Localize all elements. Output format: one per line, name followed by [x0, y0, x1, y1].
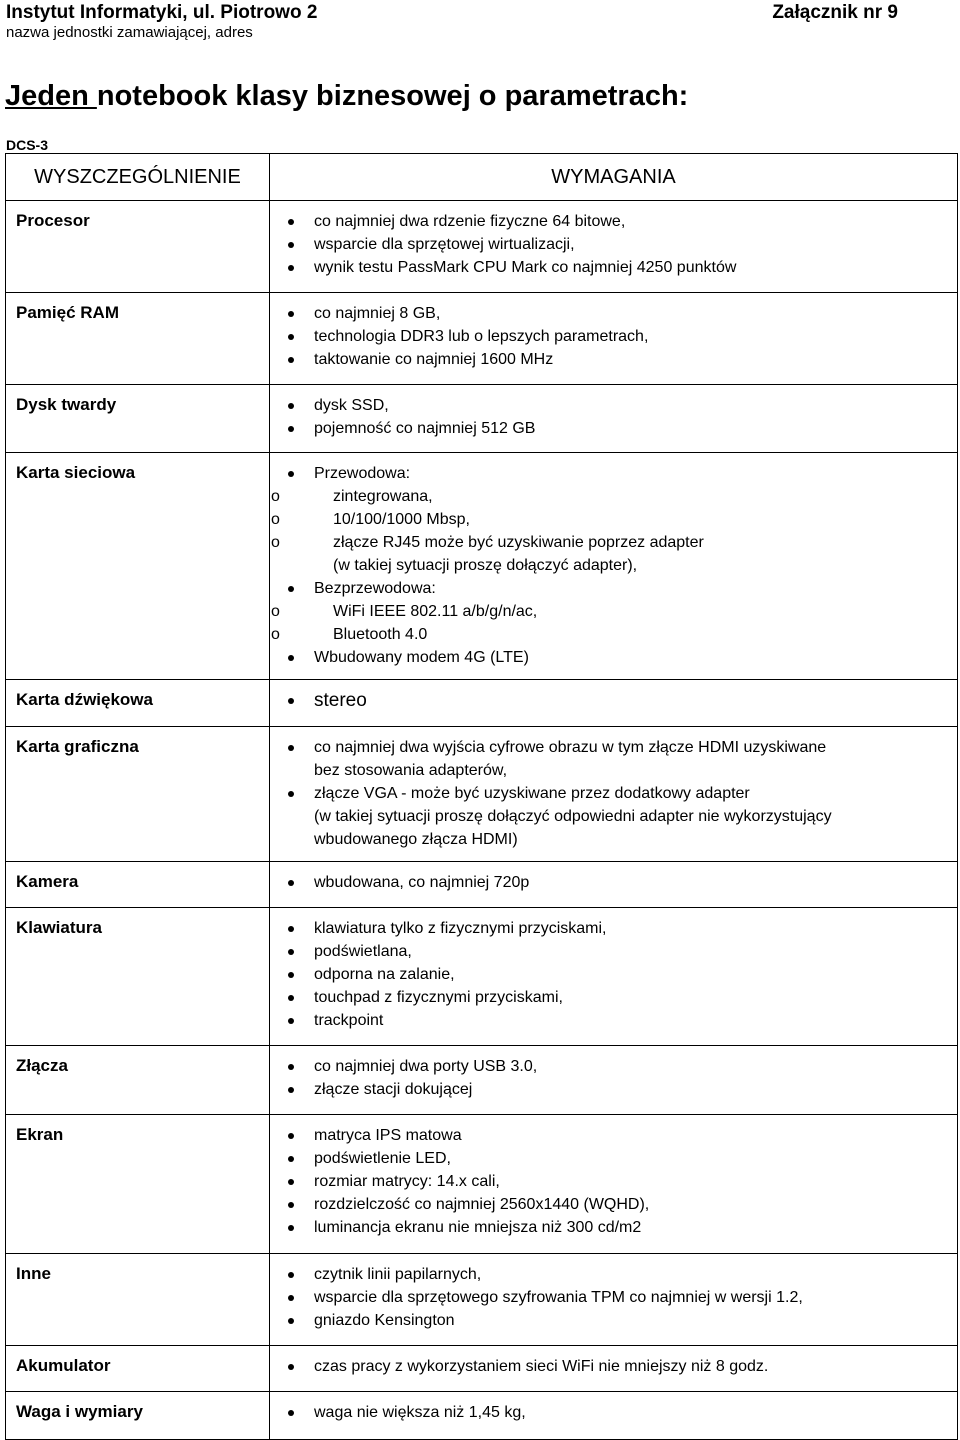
bullet-item: pojemność co najmniej 512 GB — [314, 417, 957, 440]
bullet-item: odporna na zalanie, — [314, 963, 957, 986]
requirements-list — [270, 1401, 957, 1424]
spec-requirements — [270, 680, 958, 727]
table-header-row — [6, 154, 958, 201]
bullet-item: podświetlenie LED, — [314, 1147, 957, 1170]
bullet-item: technologia DDR3 lub o lepszych parametrach, — [314, 325, 957, 348]
bullet-item: stereo — [314, 689, 957, 712]
column-header-requirements: WYMAGANIA — [270, 154, 958, 201]
requirements-list — [270, 462, 957, 669]
spec-category: Akumulator — [6, 1346, 270, 1392]
spec-category: Karta graficzna — [6, 727, 270, 862]
spec-category: Kamera — [6, 862, 270, 908]
requirements-list — [270, 1055, 957, 1101]
bullet-item: trackpoint — [314, 1009, 957, 1032]
requirements-list — [270, 736, 957, 851]
sub-bullet-item: o złącze RJ45 może być uzyskiwanie poprzez adapter — [314, 531, 957, 554]
requirements-list — [270, 689, 957, 712]
requirements-list — [270, 302, 957, 371]
spec-requirements — [270, 862, 958, 908]
attachment-number: Załącznik nr 9 — [772, 2, 898, 23]
table-row — [6, 1046, 958, 1115]
bullet-item: klawiatura tylko z fizycznymi przyciskami, — [314, 917, 957, 940]
requirements-list — [270, 1263, 957, 1332]
requirements-list — [270, 1355, 957, 1378]
bullet-item: co najmniej dwa wyjścia cyfrowe obrazu w tym złącze HDMI uzyskiwane — [314, 736, 957, 759]
table-row — [6, 908, 958, 1046]
bullet-item: luminancja ekranu nie mniejsza niż 300 cd/m2 — [314, 1216, 957, 1239]
table-row — [6, 862, 958, 908]
bullet-item: matryca IPS matowa — [314, 1124, 957, 1147]
sub-bullet-item: o zintegrowana, — [314, 485, 957, 508]
spec-category: Waga i wymiary — [6, 1392, 270, 1440]
bullet-item: co najmniej 8 GB, — [314, 302, 957, 325]
document-header — [6, 2, 946, 26]
bullet-item: czas pracy z wykorzystaniem sieci WiFi nie mniejszy niż 8 godz. — [314, 1355, 957, 1378]
bullet-item: wsparcie dla sprzętowej wirtualizacji, — [314, 233, 957, 256]
spec-category: Karta dźwiękowa — [6, 680, 270, 727]
spec-category: Ekran — [6, 1115, 270, 1254]
title-underlined: Jeden — [5, 80, 97, 112]
table-row — [6, 727, 958, 862]
table-row — [6, 1115, 958, 1254]
bullet-item: touchpad z fizycznymi przyciskami, — [314, 986, 957, 1009]
spec-requirements — [270, 727, 958, 862]
bullet-item: podświetlana, — [314, 940, 957, 963]
spec-requirements — [270, 1346, 958, 1392]
spec-requirements — [270, 385, 958, 453]
bullet-item: wsparcie dla sprzętowego szyfrowania TPM co najmniej w wersji 1.2, — [314, 1286, 957, 1309]
table-body — [6, 201, 958, 1440]
spec-requirements — [270, 453, 958, 680]
bullet-item: złącze VGA - może być uzyskiwane przez dodatkowy adapter — [314, 782, 957, 805]
bullet-item: rozmiar matrycy: 14.x cali, — [314, 1170, 957, 1193]
table-row — [6, 201, 958, 293]
sub-bullet-item: o 10/100/1000 Mbsp, — [314, 508, 957, 531]
spec-requirements — [270, 908, 958, 1046]
bullet-continuation: bez stosowania adapterów, — [314, 762, 508, 779]
spec-category: Karta sieciowa — [6, 453, 270, 680]
bullet-item: wynik testu PassMark CPU Mark co najmniej 4250 punktów — [314, 256, 957, 279]
spec-requirements — [270, 1392, 958, 1440]
requirements-list — [270, 1124, 957, 1239]
bullet-item: gniazdo Kensington — [314, 1309, 957, 1332]
column-header-spec: WYSZCZEGÓLNIENIE — [6, 154, 270, 201]
title-rest: notebook klasy biznesowej o parametrach: — [96, 80, 689, 112]
document-code: DCS-3 — [6, 137, 49, 153]
requirements-list — [270, 871, 957, 894]
sub-bullet-item: o Bluetooth 4.0 — [314, 623, 957, 646]
sub-bullet-continuation: (w takiej sytuacji proszę dołączyć adapter), — [333, 557, 638, 574]
bullet-continuation: wbudowanego złącza HDMI) — [314, 831, 518, 848]
bullet-item: rozdzielczość co najmniej 2560x1440 (WQHD), — [314, 1193, 957, 1216]
bullet-continuation: (w takiej sytuacji proszę dołączyć odpowiedni adapter nie wykorzystujący — [314, 808, 832, 825]
table-row — [6, 680, 958, 727]
requirements-list — [270, 394, 957, 440]
table-row — [6, 1346, 958, 1392]
sub-bullet-item: o WiFi IEEE 802.11 a/b/g/n/ac, — [314, 600, 957, 623]
bullet-item: co najmniej dwa rdzenie fizyczne 64 bitowe, — [314, 210, 957, 233]
bullet-item: taktowanie co najmniej 1600 MHz — [314, 348, 957, 371]
spec-category: Dysk twardy — [6, 385, 270, 453]
bullet-item: czytnik linii papilarnych, — [314, 1263, 957, 1286]
table-row — [6, 453, 958, 680]
bullet-item: Przewodowa: — [314, 462, 957, 485]
table-row — [6, 293, 958, 385]
bullet-item: Bezprzewodowa: — [314, 577, 957, 600]
bullet-item: złącze stacji dokującej — [314, 1078, 957, 1101]
spec-category: Klawiatura — [6, 908, 270, 1046]
spec-requirements — [270, 293, 958, 385]
spec-category: Pamięć RAM — [6, 293, 270, 385]
spec-category: Procesor — [6, 201, 270, 293]
table-row — [6, 1254, 958, 1346]
bullet-item: Wbudowany modem 4G (LTE) — [314, 646, 957, 669]
page-title — [5, 80, 688, 113]
unit-caption: nazwa jednostki zamawiającej, adres — [6, 24, 253, 41]
spec-requirements — [270, 1046, 958, 1115]
bullet-item: wbudowana, co najmniej 720p — [314, 871, 957, 894]
spec-category: Inne — [6, 1254, 270, 1346]
bullet-item: waga nie większa niż 1,45 kg, — [314, 1401, 957, 1424]
table-row — [6, 1392, 958, 1440]
requirements-list — [270, 210, 957, 279]
institution-address: Instytut Informatyki, ul. Piotrowo 2 — [6, 2, 318, 23]
spec-requirements — [270, 1254, 958, 1346]
spec-requirements — [270, 1115, 958, 1254]
spec-requirements — [270, 201, 958, 293]
requirements-list — [270, 917, 957, 1032]
bullet-item: dysk SSD, — [314, 394, 957, 417]
spec-table — [5, 153, 958, 1440]
spec-category: Złącza — [6, 1046, 270, 1115]
bullet-item: co najmniej dwa porty USB 3.0, — [314, 1055, 957, 1078]
table-row — [6, 385, 958, 453]
